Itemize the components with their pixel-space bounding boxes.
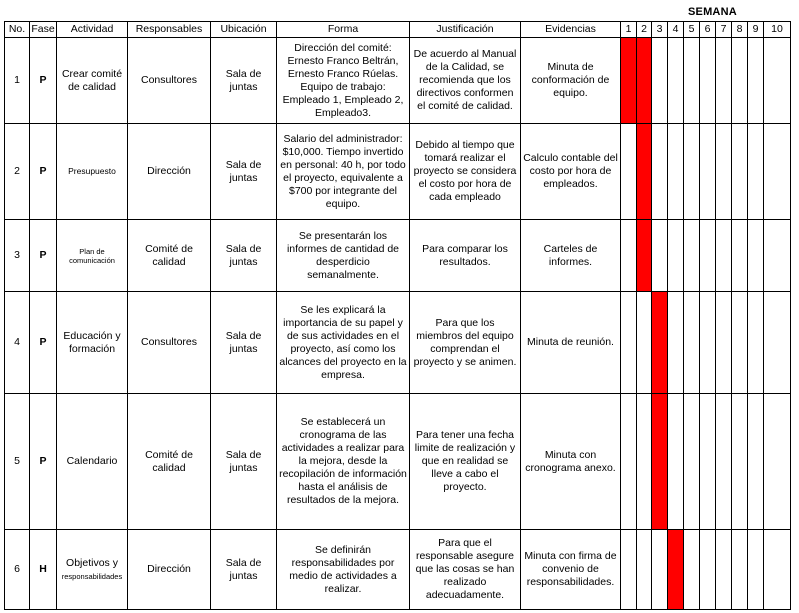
cell-evidencias: Carteles de informes. <box>521 220 621 292</box>
week-cell-5 <box>684 394 700 530</box>
week-cell-active-3 <box>652 292 668 394</box>
table-row <box>5 530 791 610</box>
header-week-1: 1 <box>621 22 637 38</box>
week-cell-8 <box>732 394 748 530</box>
cell-forma: Se establecerá un cronograma de las actividades a realizar para la mejora, desde la recopilación de información hasta el análisis de resultados de la mejora. <box>277 394 410 530</box>
header-ubicacion: Ubicación <box>211 22 277 38</box>
header-week-9: 9 <box>748 22 764 38</box>
actividad-line-2: responsabilidades <box>61 571 123 581</box>
week-cell-9 <box>748 530 764 610</box>
header-justificacion: Justificación <box>410 22 521 38</box>
cell-justificacion: Para tener una fecha limite de realización y que en realidad se lleve a cabo el proyecto. <box>410 394 521 530</box>
header-week-2: 2 <box>637 22 652 38</box>
week-cell-5 <box>684 220 700 292</box>
cell-responsables: Consultores <box>128 292 211 394</box>
cell-no: 1 <box>5 38 30 124</box>
cell-evidencias: Minuta de conformación de equipo. <box>521 38 621 124</box>
cell-no: 4 <box>5 292 30 394</box>
week-cell-10 <box>764 530 791 610</box>
week-cell-7 <box>716 292 732 394</box>
week-cell-active-2 <box>637 38 652 124</box>
week-cell-4 <box>668 220 684 292</box>
cell-responsables: Consultores <box>128 38 211 124</box>
header-week-7: 7 <box>716 22 732 38</box>
cell-ubicacion: Sala de juntas <box>211 394 277 530</box>
cell-fase: P <box>30 220 57 292</box>
cell-responsables: Comité de calidad <box>128 394 211 530</box>
cell-fase: P <box>30 394 57 530</box>
table-row <box>5 292 791 394</box>
week-cell-7 <box>716 38 732 124</box>
week-cell-5 <box>684 38 700 124</box>
header-actividad: Actividad <box>57 22 128 38</box>
header-no: No. <box>5 22 30 38</box>
week-cell-3 <box>652 530 668 610</box>
cell-forma: Se les explicará la importancia de su papel y de sus actividades en el proyecto, así como los alcances del proyecto en la empresa. <box>277 292 410 394</box>
cell-justificacion: Debido al tiempo que tomará realizar el proyecto se considera el costo por hora de cada empleado <box>410 124 521 220</box>
week-cell-6 <box>700 124 716 220</box>
week-cell-5 <box>684 124 700 220</box>
cell-ubicacion: Sala de juntas <box>211 38 277 124</box>
week-cell-6 <box>700 530 716 610</box>
week-cell-9 <box>748 220 764 292</box>
week-cell-6 <box>700 38 716 124</box>
week-cell-1 <box>621 124 637 220</box>
week-cell-active-2 <box>637 124 652 220</box>
cell-evidencias: Minuta con firma de convenio de responsabilidades. <box>521 530 621 610</box>
week-cell-3 <box>652 124 668 220</box>
week-cell-9 <box>748 292 764 394</box>
cell-justificacion: De acuerdo al Manual de la Calidad, se recomienda que los directivos conformen el comité de calidad. <box>410 38 521 124</box>
week-cell-1 <box>621 220 637 292</box>
week-cell-active-2 <box>637 220 652 292</box>
cell-no: 5 <box>5 394 30 530</box>
cell-actividad: Educación y formación <box>57 292 128 394</box>
cell-forma: Se definirán responsabilidades por medio de actividades a realizar. <box>277 530 410 610</box>
week-cell-10 <box>764 292 791 394</box>
cell-actividad: Calendario <box>57 394 128 530</box>
cell-justificacion: Para que los miembros del equipo comprendan el proyecto y se animen. <box>410 292 521 394</box>
week-cell-10 <box>764 124 791 220</box>
table-row <box>5 38 791 124</box>
week-cell-9 <box>748 124 764 220</box>
cell-no: 2 <box>5 124 30 220</box>
week-cell-1 <box>621 530 637 610</box>
cell-forma: Se presentarán los informes de cantidad de desperdicio semanalmente. <box>277 220 410 292</box>
week-cell-8 <box>732 530 748 610</box>
week-cell-1 <box>621 292 637 394</box>
header-week-10: 10 <box>764 22 791 38</box>
actividad-line-1: Objetivos y <box>66 556 118 569</box>
cell-no: 6 <box>5 530 30 610</box>
week-cell-active-3 <box>652 394 668 530</box>
cell-responsables: Dirección <box>128 124 211 220</box>
header-row <box>5 22 791 38</box>
week-cell-6 <box>700 292 716 394</box>
header-week-6: 6 <box>700 22 716 38</box>
cell-fase: P <box>30 292 57 394</box>
header-week-4: 4 <box>668 22 684 38</box>
cell-actividad: Plan de comunicación <box>57 220 128 292</box>
week-cell-7 <box>716 530 732 610</box>
header-fase: Fase <box>30 22 57 38</box>
cell-evidencias: Minuta de reunión. <box>521 292 621 394</box>
week-cell-3 <box>652 220 668 292</box>
cell-justificacion: Para comparar los resultados. <box>410 220 521 292</box>
week-cell-4 <box>668 292 684 394</box>
header-evidencias: Evidencias <box>521 22 621 38</box>
header-week-3: 3 <box>652 22 668 38</box>
header-week-5: 5 <box>684 22 700 38</box>
table-row <box>5 394 791 530</box>
week-cell-10 <box>764 38 791 124</box>
cell-ubicacion: Sala de juntas <box>211 292 277 394</box>
week-cell-2 <box>637 530 652 610</box>
cell-fase: H <box>30 530 57 610</box>
cell-actividad: Presupuesto <box>57 124 128 220</box>
week-cell-7 <box>716 394 732 530</box>
week-cell-8 <box>732 124 748 220</box>
cell-forma: Dirección del comité: Ernesto Franco Beltrán, Ernesto Franco Rúelas. Equipo de trabajo: Empleado 1, Empleado 2, Empleado3. <box>277 38 410 124</box>
week-cell-3 <box>652 38 668 124</box>
week-cell-4 <box>668 394 684 530</box>
week-cell-6 <box>700 220 716 292</box>
cell-actividad <box>57 530 128 610</box>
header-week-8: 8 <box>732 22 748 38</box>
week-cell-active-1 <box>621 38 637 124</box>
cell-evidencias: Calculo contable del costo por hora de empleados. <box>521 124 621 220</box>
week-cell-7 <box>716 220 732 292</box>
week-cell-8 <box>732 292 748 394</box>
cell-responsables: Comité de calidad <box>128 220 211 292</box>
cell-ubicacion: Sala de juntas <box>211 530 277 610</box>
activity-plan-table <box>4 21 791 610</box>
cell-fase: P <box>30 38 57 124</box>
semana-title: SEMANA <box>688 6 737 18</box>
header-responsables: Responsables <box>128 22 211 38</box>
week-cell-1 <box>621 394 637 530</box>
cell-responsables: Dirección <box>128 530 211 610</box>
week-cell-5 <box>684 292 700 394</box>
week-cell-2 <box>637 292 652 394</box>
week-cell-2 <box>637 394 652 530</box>
cell-justificacion: Para que el responsable asegure que las cosas se han realizado adecuadamente. <box>410 530 521 610</box>
week-cell-8 <box>732 38 748 124</box>
week-cell-7 <box>716 124 732 220</box>
week-cell-8 <box>732 220 748 292</box>
week-cell-9 <box>748 394 764 530</box>
week-cell-active-4 <box>668 530 684 610</box>
header-forma: Forma <box>277 22 410 38</box>
cell-actividad: Crear comité de calidad <box>57 38 128 124</box>
week-cell-5 <box>684 530 700 610</box>
cell-no: 3 <box>5 220 30 292</box>
cell-forma: Salario del administrador: $10,000. Tiempo invertido en personal: 40 h, por todo el proyecto, equivalente a $700 por integrante del equipo. <box>277 124 410 220</box>
table-row <box>5 124 791 220</box>
cell-ubicacion: Sala de juntas <box>211 124 277 220</box>
week-cell-4 <box>668 124 684 220</box>
cell-ubicacion: Sala de juntas <box>211 220 277 292</box>
week-cell-9 <box>748 38 764 124</box>
cell-evidencias: Minuta con cronograma anexo. <box>521 394 621 530</box>
cell-fase: P <box>30 124 57 220</box>
week-cell-10 <box>764 220 791 292</box>
week-cell-10 <box>764 394 791 530</box>
table-row <box>5 220 791 292</box>
week-cell-4 <box>668 38 684 124</box>
week-cell-6 <box>700 394 716 530</box>
